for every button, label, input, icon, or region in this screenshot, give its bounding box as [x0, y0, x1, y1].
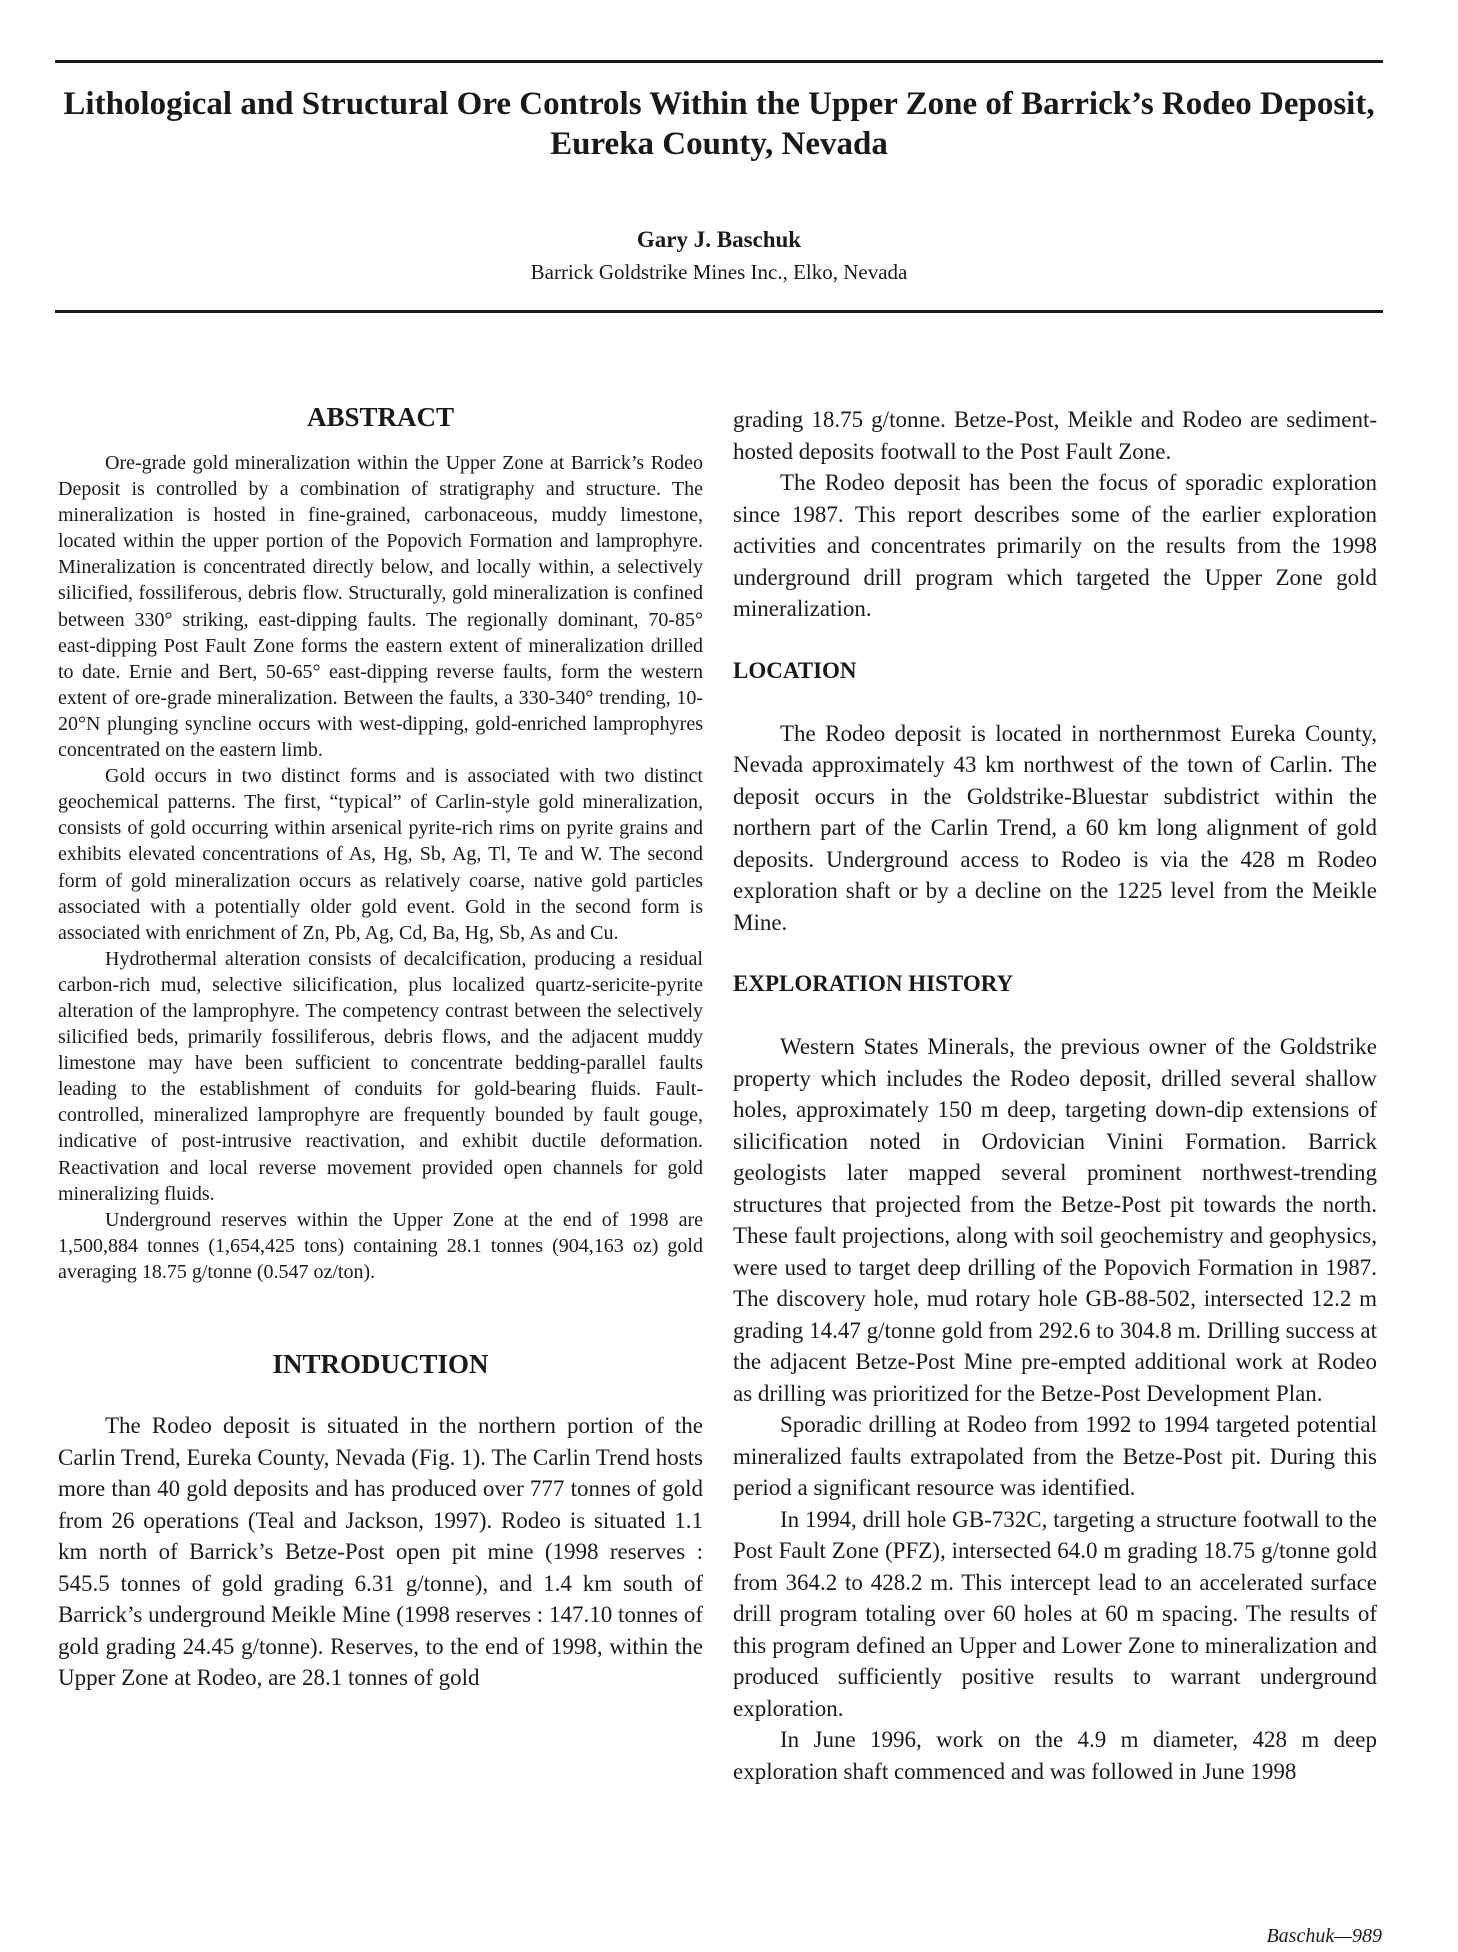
introduction-heading: INTRODUCTION — [272, 1349, 489, 1379]
abstract-heading: ABSTRACT — [306, 402, 455, 432]
location-paragraph: The Rodeo deposit is located in northernmost Eureka County, Nevada approximately 43 km northwest of the town of Carlin. The deposit occurs in the Goldstrike-Bluestar subdistrict within the northern part of the Carlin Trend, a 60 km long alignment of gold deposits. Underground access to Rodeo is via the 428 m Rodeo exploration shaft or by a decline on the 1225 level from the Meikle Mine. — [733, 720, 1377, 935]
exploration-history-paragraph: Sporadic drilling at Rodeo from 1992 to 1994 targeted potential mineralized faults extrapolated from the Betze-Post pit. During this period a significant resource was identified. — [733, 1412, 1377, 1500]
introduction-paragraph-continued: grading 18.75 g/tonne. Betze-Post, Meikle and Rodeo are sediment-hosted deposits footwall to the Post Fault Zone. — [733, 407, 1377, 464]
header-rule-bottom — [55, 310, 1383, 313]
abstract-paragraph: Ore-grade gold mineralization within the Upper Zone at Barrick’s Rodeo Deposit is controlled by a combination of stratigraphy and structure. The mineralization is hosted in fine-grained, carbonaceous, muddy limestone, located within the upper portion of the Popovich Formation and lamprophyre. Mineralization is concentrated directly below, and locally within, a selectively silicified, fossiliferous, debris flow. Structurally, gold mineralization is confined between 330° striking, east-dipping faults. The regionally dominant, 70-85° east-dipping Post Fault Zone forms the eastern extent of mineralization drilled to date. Ernie and Bert, 50-65° east-dipping reverse faults, form the western extent of ore-grade mineralization. Between the faults, a 330-340° trending, 10-20°N plunging syncline occurs with west-dipping, gold-enriched lamprophyres concentrated on the eastern limb. — [58, 452, 703, 762]
page-number: Baschuk—989 — [1266, 1925, 1382, 1947]
author-affiliation: Barrick Goldstrike Mines Inc., Elko, Nevada — [530, 260, 908, 284]
right-column — [733, 404, 1377, 1787]
exploration-history-paragraph: In 1994, drill hole GB-732C, targeting a structure footwall to the Post Fault Zone (PFZ), intersected 64.0 m grading 18.75 g/tonne gold from 364.2 to 428.2 m. This intercept lead to an accelerated surface drill program totaling over 60 holes at 60 m spacing. The results of this program defined an Upper and Lower Zone to mineralization and produced sufficiently positive results to warrant underground exploration. — [733, 1506, 1377, 1721]
abstract-paragraph: Underground reserves within the Upper Zone at the end of 1998 are 1,500,884 tonnes (1,654,425 tons) containing 28.1 tonnes (904,163 oz) gold averaging 18.75 g/tonne (0.547 oz/ton). — [58, 1208, 703, 1283]
abstract-paragraph: Gold occurs in two distinct forms and is associated with two distinct geochemical patterns. The first, “typical” of Carlin-style gold mineralization, consists of gold occurring within arsenical pyrite-rich rims on pyrite grains and exhibits elevated concentrations of As, Hg, Sb, Ag, Tl, Te and W. The second form of gold mineralization occurs as relatively coarse, native gold particles associated with a potentially older gold event. Gold in the second form is associated with enrichment of Zn, Pb, Ag, Cd, Ba, Hg, Sb, As and Cu. — [58, 765, 703, 944]
header-rule-top — [55, 60, 1383, 63]
introduction-paragraph: The Rodeo deposit is situated in the northern portion of the Carlin Trend, Eureka County, Nevada (Fig. 1). The Carlin Trend hosts more than 40 gold deposits and has produced over 777 tonnes of gold from 26 operations (Teal and Jackson, 1997). Rodeo is situated 1.1 km north of Barrick’s Betze-Post open pit mine (1998 reserves : 545.5 tonnes of gold grading 6.31 g/tonne), and 1.4 km south of Barrick’s underground Meikle Mine (1998 reserves : 147.10 tonnes of gold grading 24.45 g/tonne). Reserves, to the end of 1998, within the Upper Zone at Rodeo, are 28.1 tonnes of gold — [58, 1413, 703, 1690]
paper-title: Lithological and Structural Ore Controls Within the Upper Zone of Barrick’s Rodeo Deposit, Eureka County, Nevada — [63, 86, 1375, 162]
exploration-history-paragraph: Western States Minerals, the previous owner of the Goldstrike property which includes the Rodeo deposit, drilled several shallow holes, approximately 150 m deep, targeting down-dip extensions of silicification noted in Ordovician Vinini Formation. Barrick geologists later mapped several prominent northwest-trending structures that projected from the Betze-Post pit towards the north. These fault projections, along with soil geochemistry and geophysics, were used to target deep drilling of the Popovich Formation in 1987. The discovery hole, mud rotary hole GB-88-502, intersected 12.2 m grading 14.47 g/tonne gold from 292.6 to 304.8 m. Drilling success at the adjacent Betze-Post Mine pre-empted additional work at Rodeo as drilling was prioritized for the Betze-Post Development Plan. — [733, 1034, 1377, 1406]
introduction-paragraph: The Rodeo deposit has been the focus of sporadic exploration since 1987. This report describes some of the earlier exploration activities and concentrates primarily on the results from the 1998 underground drill program which targeted the Upper Zone gold mineralization. — [733, 470, 1377, 621]
exploration-history-heading: EXPLORATION HISTORY — [733, 971, 1014, 996]
abstract-paragraph: Hydrothermal alteration consists of decalcification, producing a residual carbon-rich mud, selective silicification, plus localized quartz-sericite-pyrite alteration of the lamprophyre. The competency contrast between the selectively silicified beds, primarily fossiliferous, debris flows, and the adjacent muddy limestone may have been sufficient to concentrate bedding-parallel faults leading to the establishment of conduits for gold-bearing fluids. Fault-controlled, mineralized lamprophyre are frequently bounded by fault gouge, indicative of post-intrusive reactivation, and exhibit ductile deformation. Reactivation and local reverse movement provided open channels for gold mineralizing fluids. — [58, 947, 703, 1205]
exploration-history-paragraph: In June 1996, work on the 4.9 m diameter, 428 m deep exploration shaft commenced and was followed in June 1998 — [733, 1727, 1377, 1784]
author-name: Gary J. Baschuk — [636, 227, 802, 252]
left-column — [58, 400, 703, 1694]
location-heading: LOCATION — [733, 657, 857, 683]
